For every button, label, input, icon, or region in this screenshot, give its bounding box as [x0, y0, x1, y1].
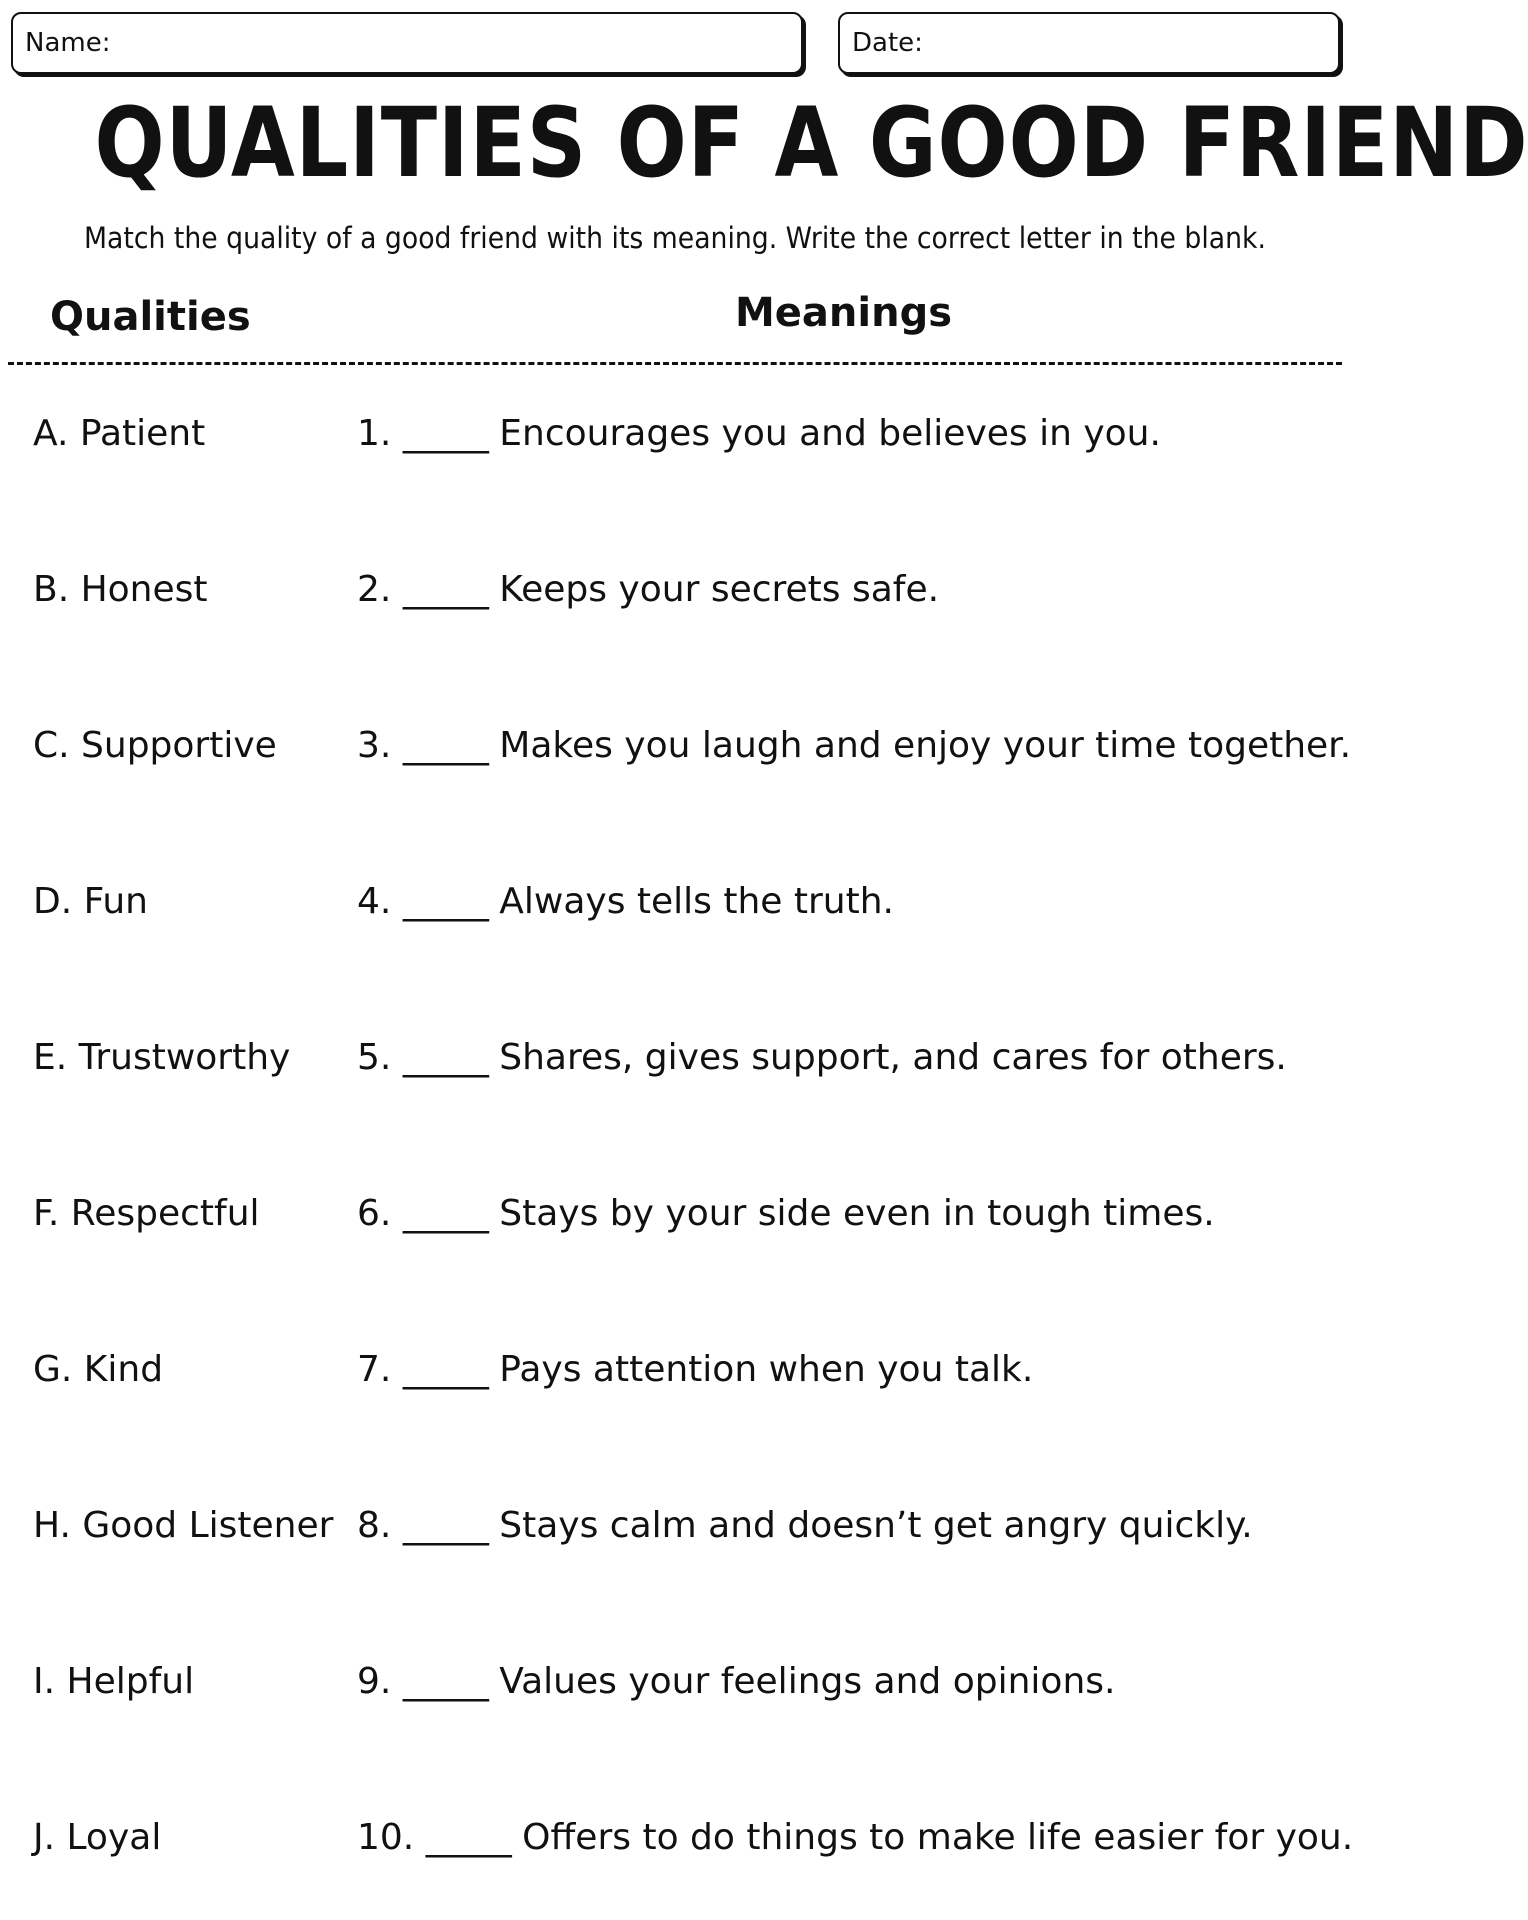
- meaning-item: [357, 560, 939, 620]
- meaning-text: Pays attention when you talk.: [499, 1349, 1034, 1390]
- meaning-number: 2.: [357, 569, 392, 610]
- date-field[interactable]: [838, 12, 1340, 74]
- meaning-item: [357, 1652, 1115, 1712]
- instructions: Match the quality of a good friend with its meaning. Write the correct letter in the blank.: [84, 221, 1266, 255]
- meaning-item: [357, 404, 1161, 464]
- meaning-text: Keeps your secrets safe.: [499, 569, 940, 610]
- meaning-text: Stays by your side even in tough times.: [499, 1193, 1215, 1234]
- meaning-item: [357, 872, 894, 932]
- answer-blank[interactable]: _____: [402, 1505, 488, 1546]
- meaning-text: Shares, gives support, and cares for others.: [499, 1037, 1287, 1078]
- quality-item: F. Respectful: [33, 1193, 260, 1234]
- answer-blank[interactable]: _____: [402, 1037, 488, 1078]
- match-row: [0, 1340, 1350, 1400]
- meaning-item: [357, 716, 1351, 776]
- meaning-text: Stays calm and doesn’t get angry quickly.: [499, 1505, 1253, 1546]
- match-row: [0, 1028, 1350, 1088]
- meaning-number: 7.: [357, 1349, 392, 1390]
- answer-blank[interactable]: _____: [425, 1817, 511, 1858]
- quality-item: H. Good Listener: [33, 1505, 334, 1546]
- meaning-number: 6.: [357, 1193, 392, 1234]
- match-row: [0, 716, 1350, 776]
- meaning-item: [357, 1808, 1353, 1868]
- quality-item: D. Fun: [33, 881, 148, 922]
- meaning-text: Encourages you and believes in you.: [499, 413, 1161, 454]
- meaning-item: [357, 1184, 1215, 1244]
- meaning-number: 4.: [357, 881, 392, 922]
- answer-blank[interactable]: _____: [402, 413, 488, 454]
- answer-blank[interactable]: _____: [402, 1193, 488, 1234]
- quality-item: B. Honest: [33, 569, 208, 610]
- meaning-text: Always tells the truth.: [499, 881, 894, 922]
- match-row: [0, 1808, 1354, 1868]
- match-row: [0, 1184, 1350, 1244]
- answer-blank[interactable]: _____: [402, 725, 488, 766]
- meaning-item: [357, 1028, 1287, 1088]
- answer-blank[interactable]: _____: [402, 569, 488, 610]
- meaning-number: 9.: [357, 1661, 392, 1702]
- answer-blank[interactable]: _____: [402, 881, 488, 922]
- quality-item: A. Patient: [33, 413, 206, 454]
- quality-item: J. Loyal: [33, 1817, 162, 1858]
- meaning-number: 1.: [357, 413, 392, 454]
- date-label: Date:: [852, 28, 923, 58]
- match-row: [0, 560, 1350, 620]
- match-row: [0, 872, 1350, 932]
- meaning-text: Offers to do things to make life easier for you.: [522, 1817, 1354, 1858]
- quality-item: C. Supportive: [33, 725, 277, 766]
- name-field[interactable]: [11, 12, 803, 74]
- meaning-number: 3.: [357, 725, 392, 766]
- meaning-text: Values your feelings and opinions.: [499, 1661, 1116, 1702]
- meaning-number: 8.: [357, 1505, 392, 1546]
- quality-item: G. Kind: [33, 1349, 164, 1390]
- match-row: [0, 1652, 1350, 1712]
- match-row: [0, 404, 1350, 464]
- meanings-column-header: Meanings: [735, 290, 953, 336]
- name-label: Name:: [25, 28, 111, 58]
- quality-item: E. Trustworthy: [33, 1037, 291, 1078]
- meaning-number: 10.: [357, 1817, 415, 1858]
- meaning-number: 5.: [357, 1037, 392, 1078]
- match-row: [0, 1496, 1350, 1556]
- meaning-text: Makes you laugh and enjoy your time together.: [499, 725, 1352, 766]
- qualities-column-header: Qualities: [50, 294, 251, 340]
- quality-item: I. Helpful: [33, 1661, 195, 1702]
- dashed-divider: [8, 362, 1342, 365]
- page-title: QUALITIES OF A GOOD FRIEND: [94, 87, 1528, 199]
- answer-blank[interactable]: _____: [402, 1661, 488, 1702]
- meaning-item: [357, 1496, 1253, 1556]
- meaning-item: [357, 1340, 1033, 1400]
- answer-blank[interactable]: _____: [402, 1349, 488, 1390]
